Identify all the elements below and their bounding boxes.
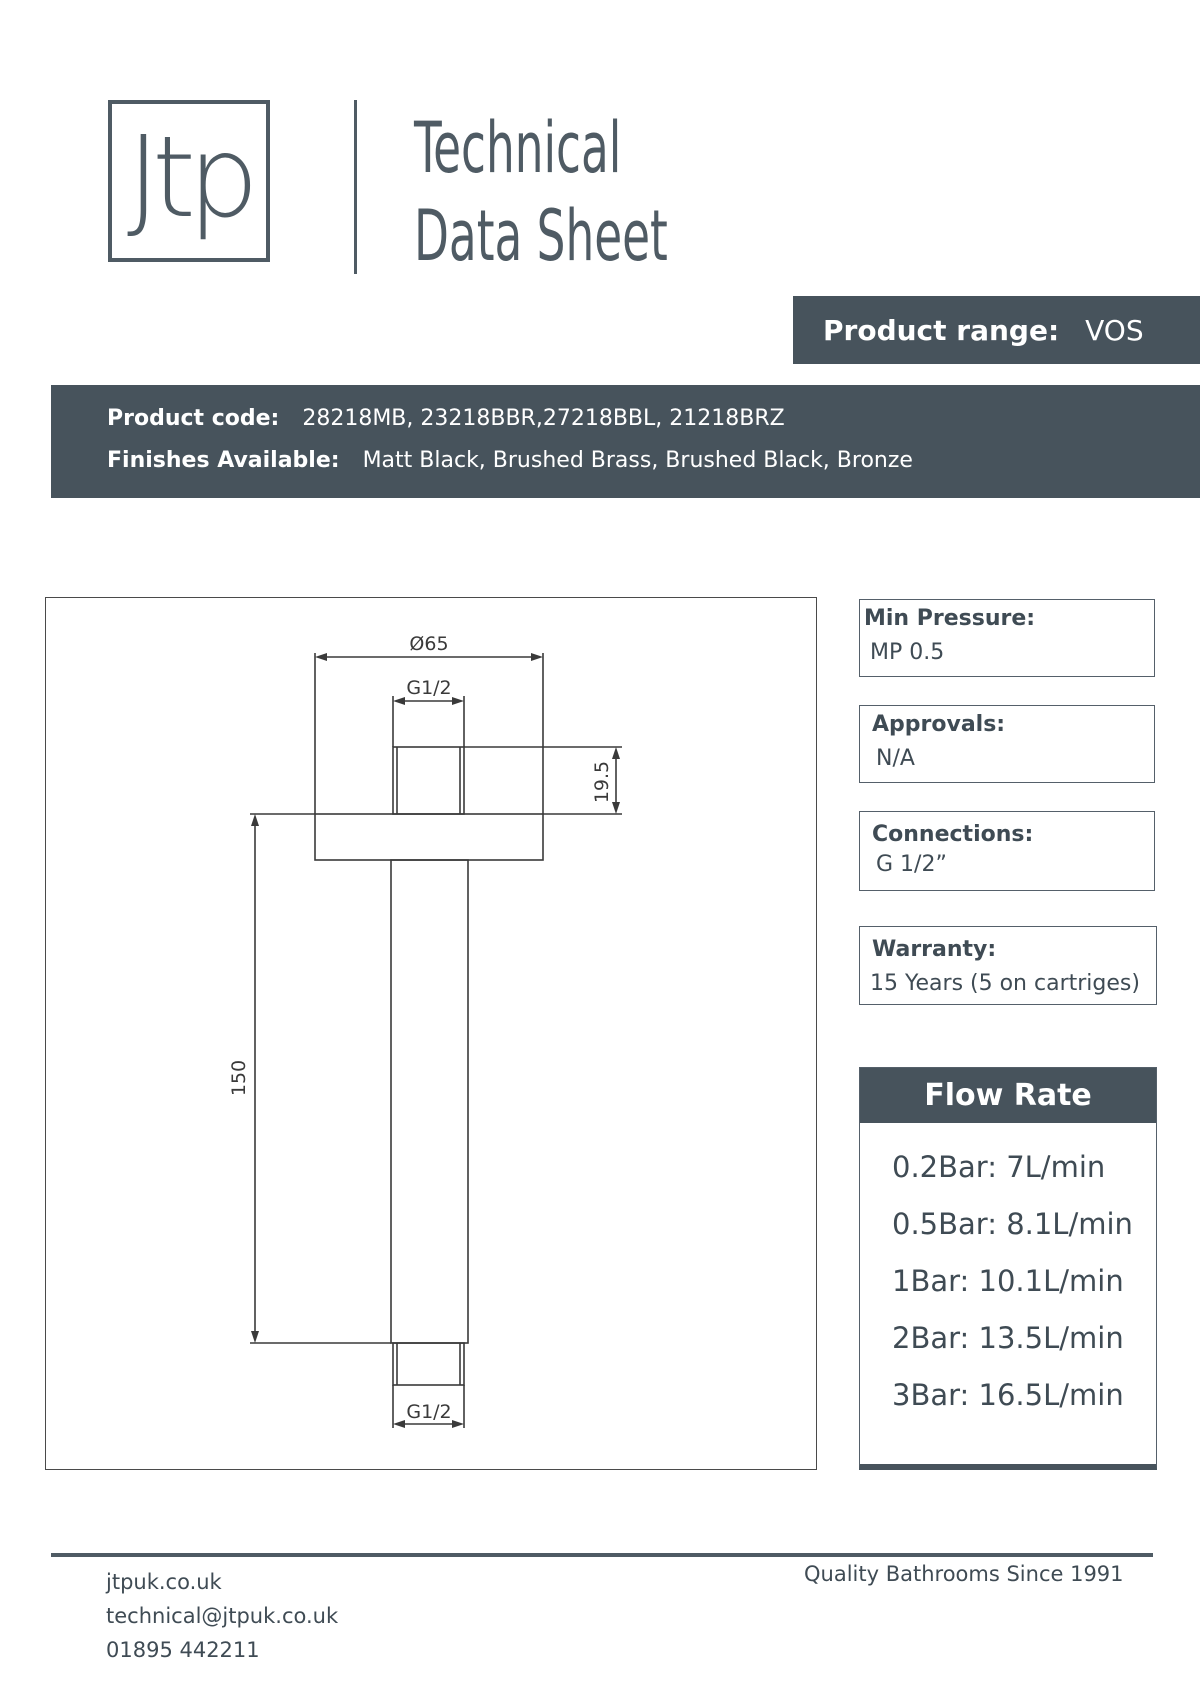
connections-label: Connections: bbox=[872, 822, 1034, 847]
dim-height-top: 19.5 bbox=[591, 760, 613, 804]
flow-rate-item: 2Bar: 13.5L/min bbox=[892, 1321, 1124, 1355]
drawing-svg bbox=[46, 598, 818, 1471]
connections-box bbox=[859, 811, 1155, 891]
min-pressure-label: Min Pressure: bbox=[864, 606, 1036, 631]
approvals-label: Approvals: bbox=[872, 712, 1006, 737]
warranty-label: Warranty: bbox=[872, 937, 997, 962]
footer-phone: 01895 442211 bbox=[106, 1638, 260, 1662]
flow-rate-title: Flow Rate bbox=[860, 1068, 1156, 1123]
warranty-value: 15 Years (5 on cartriges) bbox=[870, 971, 1140, 996]
footer-tagline: Quality Bathrooms Since 1991 bbox=[804, 1562, 1124, 1586]
warranty-box bbox=[859, 926, 1157, 1005]
approvals-value: N/A bbox=[876, 746, 915, 771]
footer-website-link[interactable]: jtpuk.co.uk bbox=[106, 1570, 222, 1594]
dim-diameter: Ø65 bbox=[409, 633, 449, 655]
dim-thread-top: G1/2 bbox=[406, 677, 452, 699]
finishes-value: Matt Black, Brushed Brass, Brushed Black, Bronze bbox=[362, 448, 913, 473]
header-divider bbox=[354, 100, 357, 274]
flow-rate-item: 3Bar: 16.5L/min bbox=[892, 1378, 1124, 1412]
product-info-banner bbox=[51, 385, 1200, 498]
product-range-label: Product range: bbox=[823, 313, 1060, 347]
product-range-banner bbox=[793, 296, 1200, 364]
footer-email-link[interactable]: technical@jtpuk.co.uk bbox=[106, 1604, 339, 1628]
dim-thread-bottom: G1/2 bbox=[406, 1401, 452, 1423]
flow-rate-list bbox=[860, 1123, 1156, 1424]
page-title bbox=[414, 104, 668, 280]
finishes-label: Finishes Available: bbox=[107, 448, 340, 473]
min-pressure-box bbox=[859, 599, 1155, 677]
logo-text: Jtp bbox=[126, 113, 252, 243]
approvals-box bbox=[859, 705, 1155, 783]
product-code-value: 28218MB, 23218BBR,27218BBL, 21218BRZ bbox=[302, 406, 785, 431]
footer-divider bbox=[51, 1553, 1153, 1557]
title-line-2: Data Sheet bbox=[414, 195, 668, 277]
connections-value: G 1/2” bbox=[876, 852, 947, 877]
min-pressure-value: MP 0.5 bbox=[870, 640, 945, 665]
flow-rate-item: 0.5Bar: 8.1L/min bbox=[892, 1207, 1133, 1241]
product-code-label: Product code: bbox=[107, 406, 280, 431]
product-range-value: VOS bbox=[1085, 313, 1144, 347]
flow-rate-item: 1Bar: 10.1L/min bbox=[892, 1264, 1124, 1298]
dim-length: 150 bbox=[228, 1059, 250, 1097]
title-line-1: Technical bbox=[414, 107, 622, 189]
technical-drawing bbox=[45, 597, 817, 1470]
flow-rate-item: 0.2Bar: 7L/min bbox=[892, 1150, 1106, 1184]
product-code-row bbox=[107, 398, 1200, 440]
flow-rate-panel bbox=[859, 1067, 1157, 1470]
finishes-row bbox=[107, 440, 1200, 482]
footer-contact bbox=[106, 1565, 338, 1667]
jtp-logo bbox=[108, 100, 270, 262]
